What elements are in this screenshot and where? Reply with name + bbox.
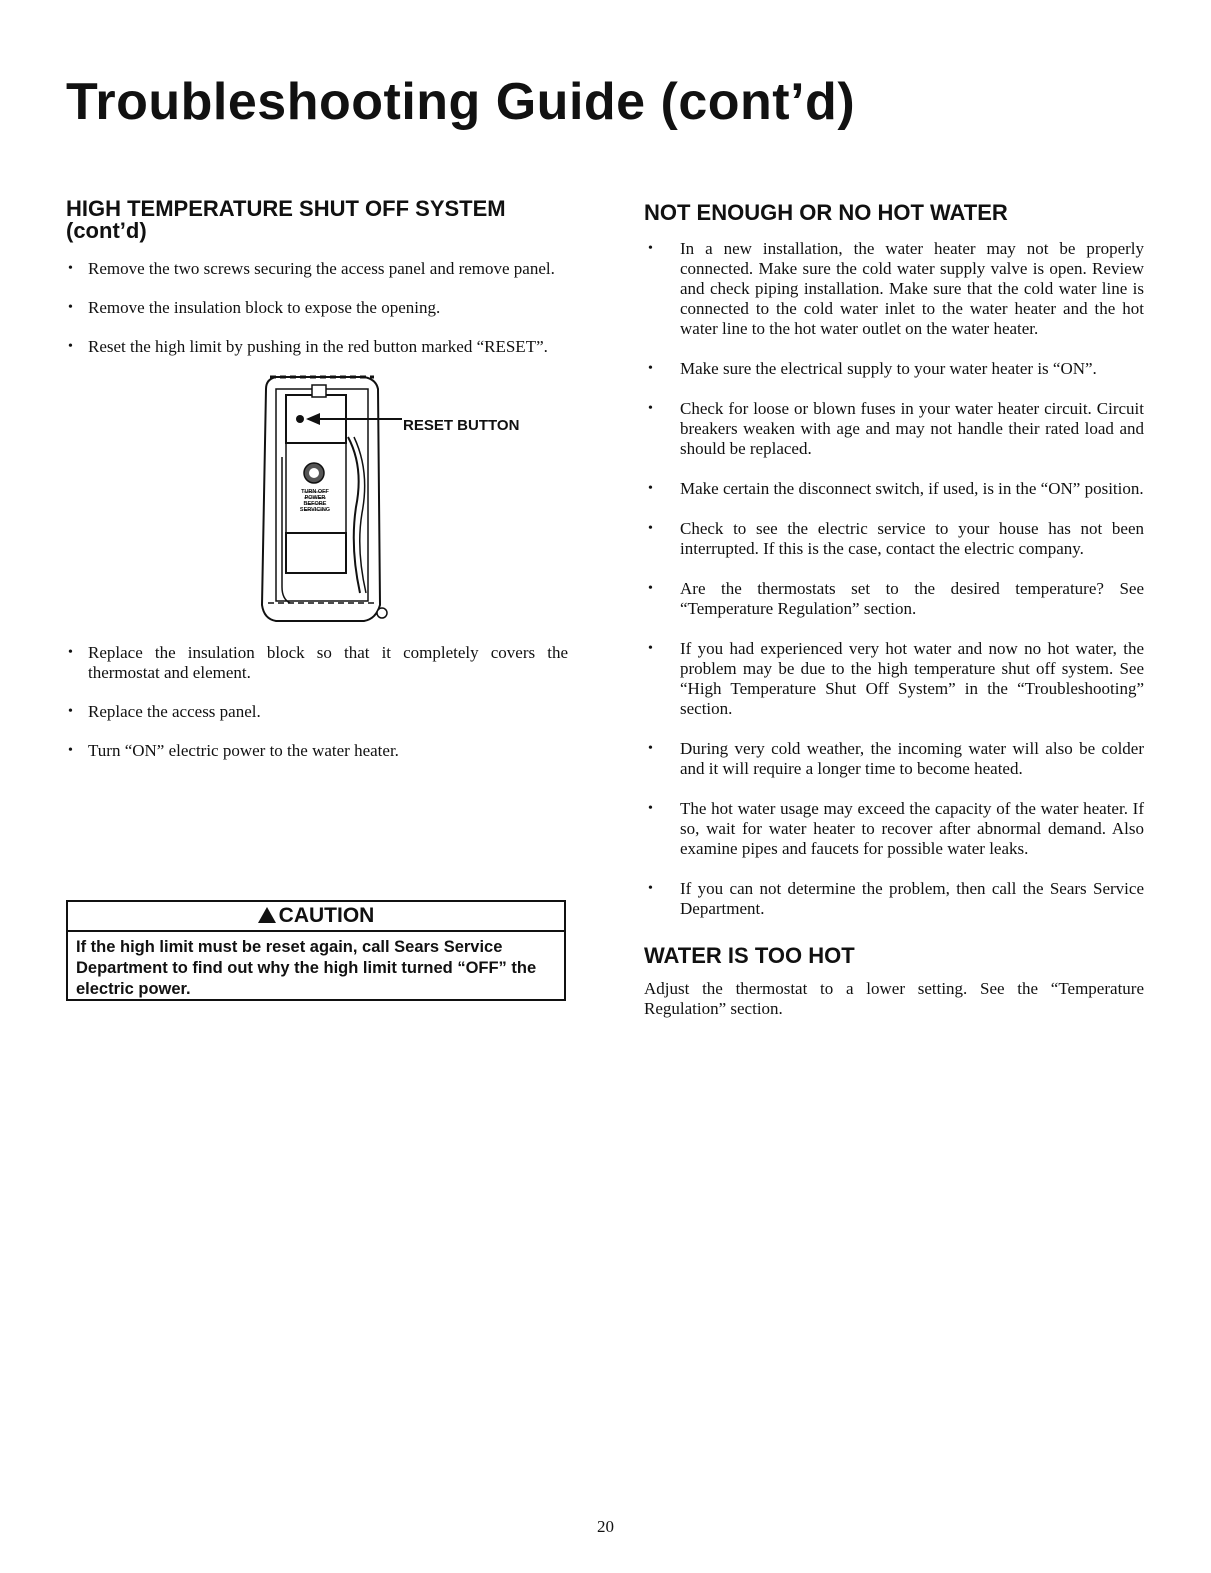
list-item: • During very cold weather, the incoming water will also be colder and it will require a longer time to become heated. — [644, 739, 1144, 779]
page-title: Troubleshooting Guide (cont’d) — [66, 73, 856, 131]
water-too-hot-text: Adjust the thermostat to a lower setting. See the “Temperature Regulation” section. — [644, 979, 1144, 1018]
caution-text: If the high limit must be reset again, call Sears Service Department to find out why the high limit turned “OFF” the electric power. — [76, 938, 537, 998]
heater-warning-label-line: TURN OFF — [301, 489, 329, 495]
list-item: • In a new installation, the water heater may not be properly connected. Make sure the cold water supply valve is open. Review and check piping installation. Make sure that the cold water line is connected to the cold water inlet to the water heater and the hot water line to the hot water outlet on the water heater. — [644, 239, 1144, 339]
list-item: • Turn “ON” electric power to the water heater. — [66, 741, 568, 761]
list-item: • Remove the insulation block to expose the opening. — [66, 298, 568, 318]
caution-heading — [68, 902, 564, 932]
heater-warning-label-line: SERVICING — [299, 507, 331, 513]
list-item: • Replace the insulation block so that it completely covers the thermostat and element. — [66, 643, 568, 683]
list-item: • Make sure the electrical supply to your water heater is “ON”. — [644, 359, 1144, 379]
list-item: • If you can not determine the problem, then call the Sears Service Department. — [644, 879, 1144, 919]
heater-warning-label-line: POWER — [304, 495, 326, 501]
heading-line-1: HIGH TEMPERATURE SHUT OFF SYSTEM — [66, 196, 506, 221]
list-item: • If you had experienced very hot water and now no hot water, the problem may be due to the high temperature shut off system. See “High Temperature Shut Off System” in the “Troubleshooting” section. — [644, 639, 1144, 719]
list-item: • Reset the high limit by pushing in the red button marked “RESET”. — [66, 337, 568, 357]
right-column — [644, 202, 1144, 1019]
no-hot-water-list — [644, 239, 1144, 919]
list-item: • Make certain the disconnect switch, if used, is in the “ON” position. — [644, 479, 1144, 499]
water-heater-thermostat-illustration — [246, 367, 456, 627]
left-column — [66, 198, 568, 780]
list-item: • Are the thermostats set to the desired temperature? See “Temperature Regulation” section. — [644, 579, 1144, 619]
reset-button-callout: RESET BUTTON — [403, 417, 520, 434]
steps-list-after — [66, 643, 568, 761]
list-item: • Replace the access panel. — [66, 702, 568, 722]
heading-line-2: (cont’d) — [66, 218, 147, 243]
section-heading-high-temp-shutoff — [66, 198, 568, 242]
warning-triangle-icon — [258, 907, 276, 923]
list-item: • Check to see the electric service to your house has not been interrupted. If this is the case, contact the electric company. — [644, 519, 1144, 559]
section-heading-not-enough-hot-water: NOT ENOUGH OR NO HOT WATER — [644, 200, 1008, 225]
section-heading-water-too-hot: WATER IS TOO HOT — [644, 943, 855, 968]
heater-warning-label-line: BEFORE — [303, 501, 327, 507]
list-item: • Check for loose or blown fuses in your water heater circuit. Circuit breakers weaken with age and may not handle their rated load and should be replaced. — [644, 399, 1144, 459]
list-item: • The hot water usage may exceed the capacity of the water heater. If so, wait for water heater to recover after abnormal demand. Also examine pipes and faucets for possible water leaks. — [644, 799, 1144, 859]
caution-box — [66, 900, 566, 1001]
reset-button-figure — [66, 367, 568, 627]
list-item: • Remove the two screws securing the access panel and remove panel. — [66, 259, 568, 279]
steps-list-before — [66, 259, 568, 357]
caution-heading-text: CAUTION — [278, 904, 375, 927]
page-number: 20 — [597, 1517, 614, 1536]
